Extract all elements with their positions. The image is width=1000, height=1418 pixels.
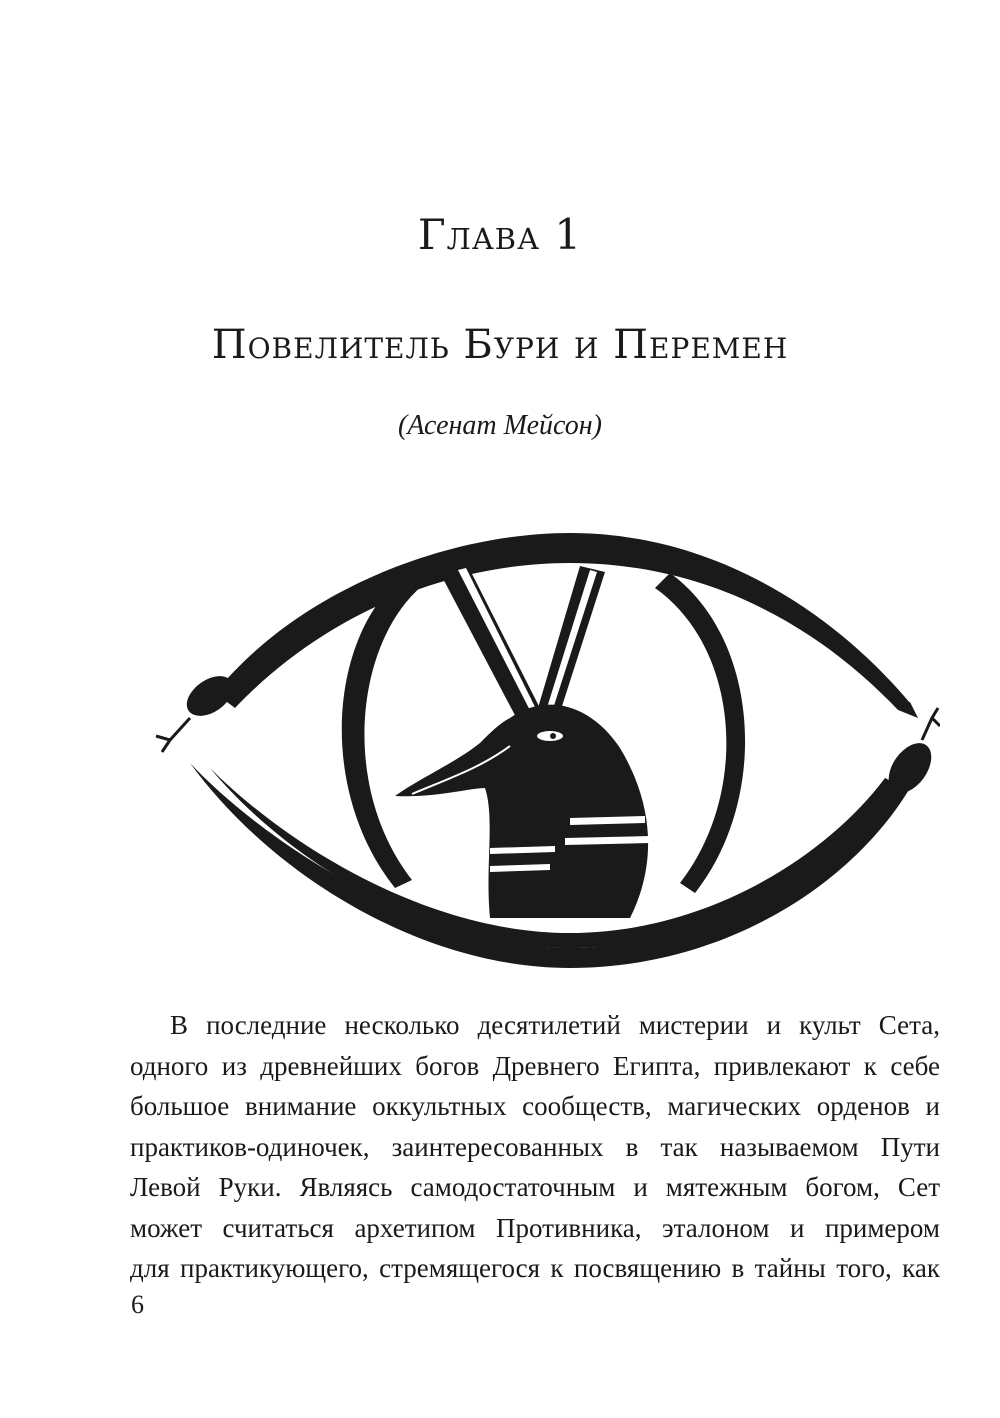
chapter-number: Глава 1 xyxy=(417,210,583,259)
chapter-author: (Асенат Мейсон) xyxy=(398,410,602,441)
body-line: большое внимание оккультных сообществ, магических орденов и xyxy=(130,1091,940,1121)
body-paragraph xyxy=(130,1005,940,1289)
set-head xyxy=(395,705,648,918)
iris-left-arc xyxy=(342,573,422,888)
body-line: для практикующего, стремящегося к посвящению в тайны того, как xyxy=(130,1253,940,1283)
body-line: практиков-одиночек, заинтересованных в так называемом Пути xyxy=(130,1131,940,1162)
body-line: В последние несколько десятилетий мистерии и культ Сета, xyxy=(170,1010,940,1040)
iris-right-arc xyxy=(655,573,745,893)
page-number: 6 xyxy=(131,1290,144,1319)
body-line: Левой Руки. Являясь самодостаточным и мятежным богом, Сет xyxy=(130,1172,940,1202)
body-line: может считаться архетипом Противника, эталоном и примером xyxy=(130,1212,940,1243)
eye-of-set-emblem-icon xyxy=(150,478,940,978)
body-line: одного из древнейших богов Древнего Египта, привлекают к себе xyxy=(130,1050,940,1081)
chapter-title: Повелитель Бури и Перемен xyxy=(211,322,789,368)
